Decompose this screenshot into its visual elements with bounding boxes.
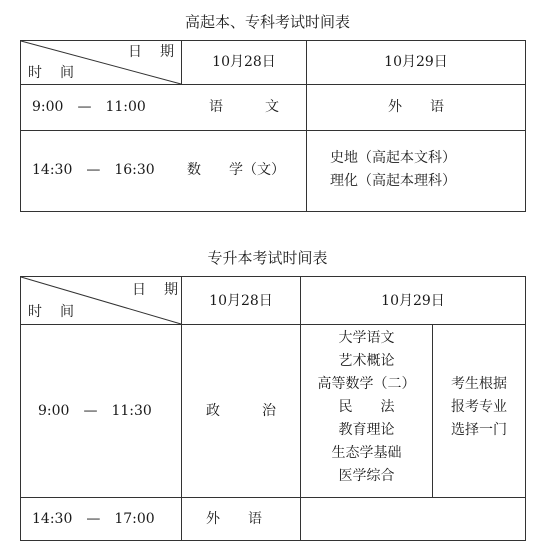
table2-header-time: 时 间 [28,304,76,320]
table2-row2-day1: 外 语 [206,511,262,527]
note-line: 报考专业 [451,399,507,415]
table1-header-time: 时 间 [28,65,76,81]
table2-row1-time: 9:00 — 11:30 [38,403,152,419]
table2-header-day2: 10月29日 [381,293,445,309]
table1-row2-day1: 数 学（文） [187,162,285,178]
table1-title: 高起本、专科考试时间表 [184,13,350,31]
table2-row1-day2-note [433,373,525,442]
note-line: 选择一门 [451,422,507,438]
subject-item: 艺术概论 [338,353,395,369]
note-line: 考生根据 [451,376,507,392]
table2-row1-day2-subjects [301,327,432,488]
table1-row1-day1: 语 文 [209,99,279,115]
table1-row2-time: 14:30 — 16:30 [32,162,155,178]
table1-row2-day2-line2: 理化（高起本理科） [330,173,456,189]
subject-item: 教育理论 [338,422,395,438]
subject-item: 生态学基础 [331,445,402,461]
subject-item: 民 法 [338,399,395,415]
subject-item: 高等数学（二） [317,376,416,392]
table1-row2-day2-line1: 史地（高起本文科） [330,150,456,166]
table1-row1-day2: 外 语 [388,99,444,115]
table1-header-day2: 10月29日 [384,54,448,70]
table2-header-day1: 10月28日 [209,293,273,309]
table1-header-day1: 10月28日 [212,54,276,70]
table2-title: 专升本考试时间表 [207,249,328,267]
table1-header-date: 日 期 [128,44,176,60]
table1-row1-time: 9:00 — 11:00 [32,99,146,115]
table2-header-date: 日 期 [132,282,180,298]
table2-row1-day1: 政 治 [206,403,276,419]
table2-row2-time: 14:30 — 17:00 [32,511,155,527]
subject-item: 医学综合 [338,468,395,484]
subject-item: 大学语文 [338,330,395,346]
